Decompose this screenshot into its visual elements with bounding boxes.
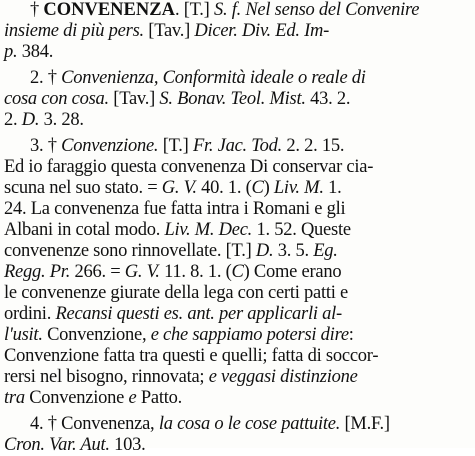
entry-line <box>30 0 419 21</box>
entry-text: 266. = <box>70 262 125 282</box>
entry-line <box>4 367 358 388</box>
entry-text: le convenenze giurate della lega con certi patti e <box>4 283 348 303</box>
entry-text: 2. † <box>30 68 62 88</box>
entry-text: Fr. Jac. Tod. <box>192 136 283 156</box>
entry-text: Convenzione, <box>42 325 151 345</box>
entry-text: Dicer. Div. Ed. Im- <box>194 21 330 41</box>
entry-text: 43. 2. <box>305 89 351 109</box>
entry-text: S. f. Nel senso del Convenire <box>213 0 420 20</box>
entry-text: e che sappiamo potersi dire <box>150 325 349 345</box>
entry-text: D. <box>255 241 274 261</box>
entry-text: Ed io faraggio questa convenenza Di conservar cia- <box>4 157 374 177</box>
entry-line <box>30 414 390 435</box>
entry-line <box>4 89 350 110</box>
entry-line <box>4 346 378 367</box>
entry-text: 2. 2. 15. <box>282 136 345 156</box>
entry-text: 384. <box>17 42 54 62</box>
entry-text: 24. La convenenza fue fatta intra i Romani e gli <box>4 199 346 219</box>
entry-line <box>4 199 345 220</box>
entry-text: ordini. <box>4 304 56 324</box>
entry-line <box>4 388 182 409</box>
entry-text: 11. 8. 1. ( <box>159 262 232 282</box>
entry-line <box>4 435 145 456</box>
entry-line <box>4 220 351 241</box>
entry-text: ) Come erano <box>243 262 342 282</box>
entry-text: G. V. <box>161 178 197 198</box>
entry-text: 1. 52. Queste <box>252 220 351 240</box>
entry-text: p. <box>4 42 18 62</box>
entry-text: Convenzione fatta tra questi e quelli; fatta di soccor- <box>4 346 379 366</box>
entry-line <box>4 21 329 42</box>
entry-text: 4. † Convenenza, <box>30 414 159 434</box>
entry-text: 40. 1. ( <box>196 178 252 198</box>
entry-text: Eg. <box>313 241 338 261</box>
entry-text: e veggasi distinzione <box>208 367 358 387</box>
entry-text: [Tav.] <box>143 21 195 41</box>
entry-text: insieme di più pers. <box>4 21 144 41</box>
entry-line <box>4 262 341 283</box>
entry-line <box>30 136 344 157</box>
entry-text: † <box>30 0 44 20</box>
entry-text: scuna nel suo stato. = <box>4 178 162 198</box>
entry-text: Patto. <box>136 388 182 408</box>
entry-line <box>4 110 84 131</box>
entry-line <box>4 325 354 346</box>
entry-text: Convenzione <box>24 388 129 408</box>
entry-text: 2. <box>4 110 22 130</box>
entry-text: Liv. M. Dec. <box>164 220 253 240</box>
entry-text: e <box>128 388 137 408</box>
entry-text: . [T.] <box>174 0 214 20</box>
entry-text: Liv. M. <box>273 178 324 198</box>
entry-text: [Tav.] <box>108 89 160 109</box>
entry-text: C <box>251 178 264 198</box>
entry-text: [M.F.] <box>340 414 390 434</box>
entry-text: la cosa o le cose pattuite. <box>158 414 341 434</box>
entry-text: 103. <box>109 435 146 455</box>
entry-text: D. <box>21 110 40 130</box>
entry-line <box>4 241 338 262</box>
entry-text: Albani in cotal modo. <box>4 220 165 240</box>
entry-text: 1. <box>323 178 342 198</box>
entry-line <box>4 304 342 325</box>
entry-text: l'usit. <box>4 325 43 345</box>
entry-text: Recansi questi es. ant. per applicarli al- <box>55 304 342 324</box>
entry-text: S. Bonav. Teol. Mist. <box>159 89 306 109</box>
entry-text: C <box>231 262 244 282</box>
entry-line <box>4 178 341 199</box>
entry-line <box>4 283 348 304</box>
entry-text: Cron. Var. Aut. <box>4 435 110 455</box>
entry-text: 3. † <box>30 136 62 156</box>
entry-text: Regg. Pr. <box>4 262 71 282</box>
entry-line <box>4 157 373 178</box>
entry-text: CONVENENZA <box>43 0 175 20</box>
entry-text: rersi nel bisogno, rinnovata; <box>4 367 209 387</box>
entry-text: : <box>348 325 354 345</box>
entry-text: Convenienza, Conformità ideale o reale di <box>61 68 366 88</box>
entry-text: convenenze sono rinnovellate. [T.] <box>4 241 256 261</box>
entry-text: G. V. <box>124 262 160 282</box>
entry-text: ) <box>263 178 274 198</box>
entry-text: [T.] <box>158 136 193 156</box>
entry-text: Convenzione. <box>61 136 159 156</box>
entry-line <box>30 68 366 89</box>
entry-text: tra <box>4 388 25 408</box>
entry-text: 3. 5. <box>273 241 314 261</box>
entry-text: cosa con cosa. <box>4 89 109 109</box>
entry-line <box>4 42 53 63</box>
entry-text: 3. 28. <box>39 110 84 130</box>
